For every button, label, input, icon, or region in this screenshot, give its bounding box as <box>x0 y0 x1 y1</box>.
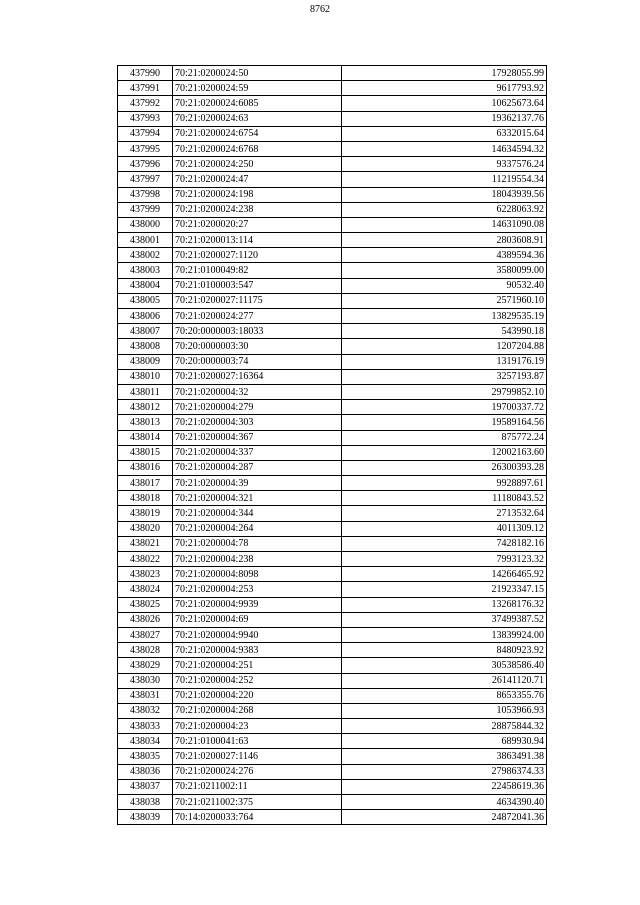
cadastral-value-cell: 24872041.36 <box>342 810 547 825</box>
table-row <box>118 521 547 536</box>
cadastral-value-cell: 689930.94 <box>342 734 547 749</box>
table-body <box>118 66 547 825</box>
row-number-cell: 438001 <box>118 233 173 248</box>
row-number-cell: 438030 <box>118 673 173 688</box>
table-row <box>118 476 547 491</box>
table-row <box>118 293 547 308</box>
table-row <box>118 324 547 339</box>
cadastral-value-cell: 4389594.36 <box>342 248 547 263</box>
table-row <box>118 202 547 217</box>
cadastral-number-cell: 70:21:0200004:321 <box>173 491 342 506</box>
cadastral-number-cell: 70:21:0200004:32 <box>173 384 342 399</box>
cadastral-number-cell: 70:21:0200027:1146 <box>173 749 342 764</box>
cadastral-number-cell: 70:21:0200024:198 <box>173 187 342 202</box>
row-number-cell: 437995 <box>118 141 173 156</box>
table-row <box>118 536 547 551</box>
table-row <box>118 157 547 172</box>
row-number-cell: 438017 <box>118 476 173 491</box>
cadastral-number-cell: 70:21:0100003:547 <box>173 278 342 293</box>
cadastral-value-cell: 19362137.76 <box>342 111 547 126</box>
table-row <box>118 810 547 825</box>
row-number-cell: 438008 <box>118 339 173 354</box>
table-row <box>118 233 547 248</box>
cadastral-number-cell: 70:21:0200004:337 <box>173 445 342 460</box>
row-number-cell: 438006 <box>118 309 173 324</box>
row-number-cell: 438024 <box>118 582 173 597</box>
cadastral-value-cell: 875772.24 <box>342 430 547 445</box>
cadastral-value-cell: 13829535.19 <box>342 309 547 324</box>
cadastral-number-cell: 70:21:0200004:279 <box>173 400 342 415</box>
row-number-cell: 438019 <box>118 506 173 521</box>
table-row <box>118 309 547 324</box>
table-row <box>118 384 547 399</box>
table-row <box>118 734 547 749</box>
table-row <box>118 415 547 430</box>
row-number-cell: 438032 <box>118 703 173 718</box>
cadastral-number-cell: 70:21:0200024:6754 <box>173 126 342 141</box>
row-number-cell: 437993 <box>118 111 173 126</box>
cadastral-number-cell: 70:21:0200024:6085 <box>173 96 342 111</box>
table-row <box>118 400 547 415</box>
table-row <box>118 445 547 460</box>
cadastral-value-cell: 11219554.34 <box>342 172 547 187</box>
table-row <box>118 430 547 445</box>
row-number-cell: 438031 <box>118 688 173 703</box>
cadastral-number-cell: 70:21:0200024:276 <box>173 764 342 779</box>
cadastral-number-cell: 70:21:0200024:59 <box>173 81 342 96</box>
cadastral-value-cell: 13839924.00 <box>342 627 547 642</box>
table-row <box>118 764 547 779</box>
row-number-cell: 438039 <box>118 810 173 825</box>
cadastral-number-cell: 70:21:0211002:11 <box>173 779 342 794</box>
cadastral-number-cell: 70:21:0200024:238 <box>173 202 342 217</box>
cadastral-number-cell: 70:21:0200013:114 <box>173 233 342 248</box>
table-row <box>118 81 547 96</box>
row-number-cell: 438004 <box>118 278 173 293</box>
row-number-cell: 438016 <box>118 460 173 475</box>
cadastral-number-cell: 70:21:0200004:69 <box>173 612 342 627</box>
row-number-cell: 438023 <box>118 567 173 582</box>
cadastral-value-cell: 27986374.33 <box>342 764 547 779</box>
table-row <box>118 187 547 202</box>
row-number-cell: 438034 <box>118 734 173 749</box>
row-number-cell: 438005 <box>118 293 173 308</box>
row-number-cell: 438007 <box>118 324 173 339</box>
table-row <box>118 567 547 582</box>
table-row <box>118 66 547 81</box>
row-number-cell: 437997 <box>118 172 173 187</box>
cadastral-value-cell: 2803608.91 <box>342 233 547 248</box>
table-row <box>118 582 547 597</box>
cadastral-value-cell: 29799852.10 <box>342 384 547 399</box>
row-number-cell: 438000 <box>118 217 173 232</box>
row-number-cell: 437991 <box>118 81 173 96</box>
cadastral-value-cell: 19589164.56 <box>342 415 547 430</box>
table-row <box>118 688 547 703</box>
page-number: 8762 <box>310 4 330 15</box>
row-number-cell: 438025 <box>118 597 173 612</box>
cadastral-number-cell: 70:21:0200024:250 <box>173 157 342 172</box>
cadastral-number-cell: 70:21:0200004:303 <box>173 415 342 430</box>
cadastral-value-cell: 9617793.92 <box>342 81 547 96</box>
cadastral-value-cell: 37499387.52 <box>342 612 547 627</box>
row-number-cell: 438027 <box>118 627 173 642</box>
table-row <box>118 779 547 794</box>
cadastral-value-table <box>117 65 547 825</box>
table-row <box>118 643 547 658</box>
row-number-cell: 438018 <box>118 491 173 506</box>
cadastral-number-cell: 70:21:0200004:251 <box>173 658 342 673</box>
cadastral-number-cell: 70:21:0200004:252 <box>173 673 342 688</box>
cadastral-value-cell: 19700337.72 <box>342 400 547 415</box>
table-row <box>118 217 547 232</box>
row-number-cell: 438011 <box>118 384 173 399</box>
cadastral-value-cell: 2713532.64 <box>342 506 547 521</box>
cadastral-number-cell: 70:21:0200004:238 <box>173 552 342 567</box>
table-row <box>118 703 547 718</box>
cadastral-value-cell: 3257193.87 <box>342 369 547 384</box>
table-row <box>118 552 547 567</box>
table-row <box>118 263 547 278</box>
row-number-cell: 438003 <box>118 263 173 278</box>
cadastral-number-cell: 70:21:0200024:47 <box>173 172 342 187</box>
table-row <box>118 354 547 369</box>
cadastral-number-cell: 70:21:0200004:287 <box>173 460 342 475</box>
row-number-cell: 438021 <box>118 536 173 551</box>
row-number-cell: 438036 <box>118 764 173 779</box>
cadastral-value-cell: 10625673.64 <box>342 96 547 111</box>
row-number-cell: 438029 <box>118 658 173 673</box>
row-number-cell: 437998 <box>118 187 173 202</box>
table-row <box>118 172 547 187</box>
cadastral-value-cell: 26141120.71 <box>342 673 547 688</box>
table-row <box>118 96 547 111</box>
cadastral-number-cell: 70:21:0200004:39 <box>173 476 342 491</box>
cadastral-value-cell: 543990.18 <box>342 324 547 339</box>
cadastral-number-cell: 70:21:0100049:82 <box>173 263 342 278</box>
table-row <box>118 597 547 612</box>
cadastral-value-cell: 30538586.40 <box>342 658 547 673</box>
cadastral-number-cell: 70:21:0200004:9940 <box>173 627 342 642</box>
cadastral-number-cell: 70:21:0200004:268 <box>173 703 342 718</box>
cadastral-number-cell: 70:21:0200020:27 <box>173 217 342 232</box>
cadastral-value-cell: 2571960.10 <box>342 293 547 308</box>
table-row <box>118 506 547 521</box>
cadastral-number-cell: 70:21:0200027:16364 <box>173 369 342 384</box>
cadastral-value-cell: 7428182.16 <box>342 536 547 551</box>
row-number-cell: 438013 <box>118 415 173 430</box>
cadastral-number-cell: 70:21:0200024:6768 <box>173 141 342 156</box>
row-number-cell: 438009 <box>118 354 173 369</box>
cadastral-number-cell: 70:21:0200004:264 <box>173 521 342 536</box>
cadastral-value-cell: 9928897.61 <box>342 476 547 491</box>
cadastral-number-cell: 70:21:0100041:63 <box>173 734 342 749</box>
cadastral-number-cell: 70:21:0200024:63 <box>173 111 342 126</box>
cadastral-number-cell: 70:21:0200004:344 <box>173 506 342 521</box>
cadastral-value-cell: 1207204.88 <box>342 339 547 354</box>
row-number-cell: 438014 <box>118 430 173 445</box>
cadastral-value-cell: 8653355.76 <box>342 688 547 703</box>
row-number-cell: 438037 <box>118 779 173 794</box>
table-row <box>118 278 547 293</box>
cadastral-number-cell: 70:21:0200024:277 <box>173 309 342 324</box>
cadastral-number-cell: 70:14:0200033:764 <box>173 810 342 825</box>
table-row <box>118 141 547 156</box>
cadastral-number-cell: 70:21:0200024:50 <box>173 66 342 81</box>
table-row <box>118 491 547 506</box>
table-row <box>118 749 547 764</box>
row-number-cell: 438028 <box>118 643 173 658</box>
row-number-cell: 438026 <box>118 612 173 627</box>
cadastral-number-cell: 70:21:0200004:253 <box>173 582 342 597</box>
cadastral-value-cell: 3580099.00 <box>342 263 547 278</box>
cadastral-value-cell: 21923347.15 <box>342 582 547 597</box>
cadastral-value-cell: 14266465.92 <box>342 567 547 582</box>
cadastral-value-cell: 6332015.64 <box>342 126 547 141</box>
cadastral-value-cell: 8480923.92 <box>342 643 547 658</box>
row-number-cell: 438012 <box>118 400 173 415</box>
table-row <box>118 658 547 673</box>
table-row <box>118 795 547 810</box>
cadastral-number-cell: 70:21:0200004:367 <box>173 430 342 445</box>
cadastral-value-cell: 14631090.08 <box>342 217 547 232</box>
table-row <box>118 719 547 734</box>
row-number-cell: 438010 <box>118 369 173 384</box>
cadastral-value-cell: 4011309.12 <box>342 521 547 536</box>
cadastral-value-cell: 26300393.28 <box>342 460 547 475</box>
table-row <box>118 612 547 627</box>
cadastral-number-cell: 70:20:0000003:74 <box>173 354 342 369</box>
cadastral-value-cell: 4634390.40 <box>342 795 547 810</box>
row-number-cell: 438002 <box>118 248 173 263</box>
row-number-cell: 437999 <box>118 202 173 217</box>
table-row <box>118 126 547 141</box>
cadastral-value-cell: 1053966.93 <box>342 703 547 718</box>
row-number-cell: 437996 <box>118 157 173 172</box>
row-number-cell: 438020 <box>118 521 173 536</box>
table-row <box>118 369 547 384</box>
table-row <box>118 673 547 688</box>
cadastral-number-cell: 70:21:0200004:220 <box>173 688 342 703</box>
cadastral-number-cell: 70:21:0200004:8098 <box>173 567 342 582</box>
row-number-cell: 438033 <box>118 719 173 734</box>
cadastral-value-cell: 14634594.32 <box>342 141 547 156</box>
cadastral-value-cell: 9337576.24 <box>342 157 547 172</box>
cadastral-value-cell: 28875844.32 <box>342 719 547 734</box>
cadastral-value-cell: 17928055.99 <box>342 66 547 81</box>
cadastral-number-cell: 70:21:0200004:78 <box>173 536 342 551</box>
table-row <box>118 248 547 263</box>
cadastral-value-cell: 90532.40 <box>342 278 547 293</box>
row-number-cell: 437994 <box>118 126 173 141</box>
cadastral-number-cell: 70:21:0200004:9383 <box>173 643 342 658</box>
cadastral-number-cell: 70:21:0200027:1120 <box>173 248 342 263</box>
row-number-cell: 438022 <box>118 552 173 567</box>
cadastral-value-cell: 22458619.36 <box>342 779 547 794</box>
row-number-cell: 437992 <box>118 96 173 111</box>
cadastral-value-cell: 12002163.60 <box>342 445 547 460</box>
cadastral-value-cell: 6228063.92 <box>342 202 547 217</box>
row-number-cell: 438015 <box>118 445 173 460</box>
table-row <box>118 339 547 354</box>
cadastral-number-cell: 70:21:0200027:11175 <box>173 293 342 308</box>
cadastral-value-cell: 7993123.32 <box>342 552 547 567</box>
table-row <box>118 627 547 642</box>
cadastral-value-cell: 13268176.32 <box>342 597 547 612</box>
cadastral-number-cell: 70:20:0000003:30 <box>173 339 342 354</box>
cadastral-value-cell: 11180843.52 <box>342 491 547 506</box>
table-row <box>118 460 547 475</box>
row-number-cell: 438035 <box>118 749 173 764</box>
cadastral-number-cell: 70:21:0200004:9939 <box>173 597 342 612</box>
row-number-cell: 437990 <box>118 66 173 81</box>
cadastral-number-cell: 70:21:0211002:375 <box>173 795 342 810</box>
cadastral-number-cell: 70:20:0000003:18033 <box>173 324 342 339</box>
cadastral-value-cell: 1319176.19 <box>342 354 547 369</box>
cadastral-value-cell: 18043939.56 <box>342 187 547 202</box>
cadastral-value-cell: 3863491.38 <box>342 749 547 764</box>
row-number-cell: 438038 <box>118 795 173 810</box>
table-row <box>118 111 547 126</box>
cadastral-number-cell: 70:21:0200004:23 <box>173 719 342 734</box>
